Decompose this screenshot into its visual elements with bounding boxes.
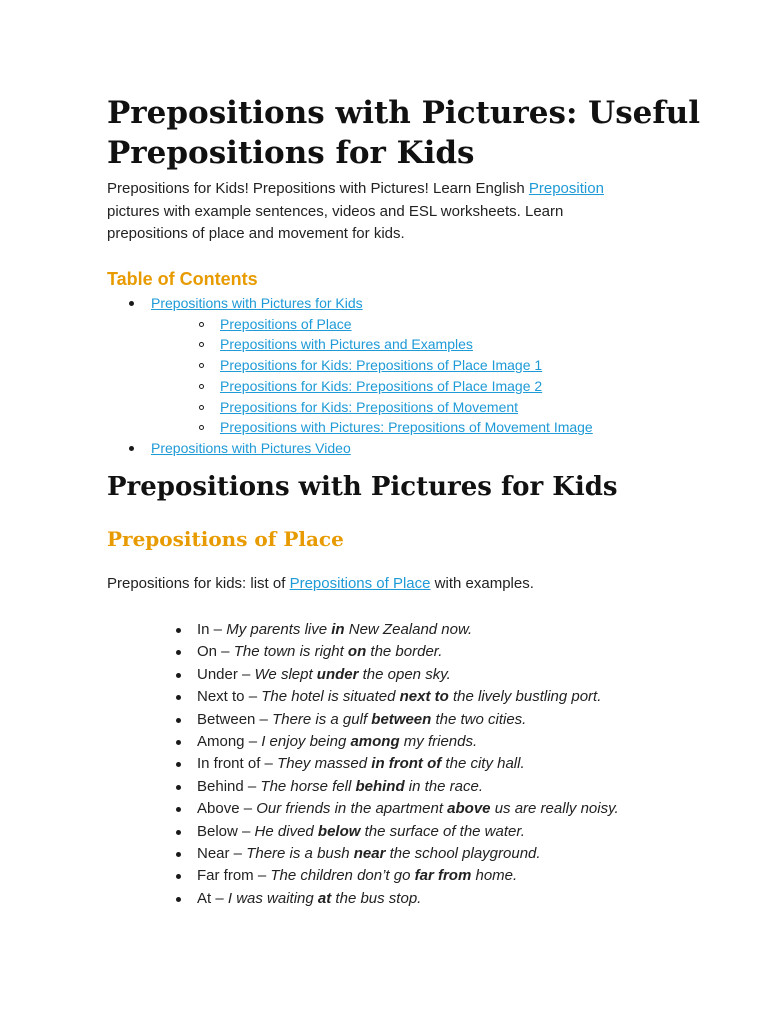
circle-bullet-icon — [199, 363, 204, 368]
example-sentence — [255, 666, 451, 683]
list-item: At – I was waiting at the bus stop. — [107, 888, 747, 910]
prepositions-of-place-link[interactable]: Prepositions of Place — [289, 575, 431, 592]
toc-subitem — [107, 397, 727, 418]
example-sentence — [272, 711, 526, 728]
example-before: The children don’t go — [270, 867, 415, 885]
list-item: Near – There is a bush near the school playground. — [107, 843, 747, 865]
example-after: the school playground. — [385, 845, 541, 863]
example-before: My parents live — [226, 621, 332, 638]
bullet-icon — [176, 695, 181, 700]
example-before: The hotel is situated — [261, 688, 400, 706]
example-sentence — [270, 867, 517, 884]
table-of-contents — [107, 293, 727, 459]
toc-subitem — [107, 355, 727, 376]
example-keyword: far from — [414, 867, 472, 885]
toc-item — [107, 438, 727, 459]
toc-link-prepositions-of-movement[interactable]: Prepositions for Kids: Prepositions of Movement — [220, 398, 519, 415]
list-item: Under – We slept under the open sky. — [107, 664, 747, 686]
example-after: the lively bustling port. — [448, 688, 602, 706]
bullet-icon — [176, 740, 181, 745]
bullet-icon — [129, 301, 134, 306]
example-keyword: above — [447, 800, 491, 818]
example-before: The town is right — [233, 643, 348, 661]
example-after: us are really noisy. — [490, 800, 619, 818]
example-after: the two cities. — [431, 710, 527, 728]
list-item: Next to – The hotel is situated next to the lively bustling port. — [107, 686, 747, 708]
example-sentence — [246, 845, 540, 862]
bullet-icon — [176, 852, 181, 857]
bullet-icon — [176, 807, 181, 812]
bullet-icon — [176, 650, 181, 655]
preposition-term: Between — [197, 710, 256, 728]
preposition-term: In — [197, 621, 210, 638]
circle-bullet-icon — [199, 425, 204, 430]
preposition-term: Near — [197, 845, 230, 863]
paragraph-text-start: Prepositions for kids: list of — [107, 575, 290, 592]
bullet-icon — [176, 830, 181, 835]
prepositions-list — [107, 619, 747, 910]
example-before: There is a gulf — [272, 710, 372, 728]
list-item: Above – Our friends in the apartment above us are really noisy. — [107, 798, 747, 820]
example-after: home. — [471, 867, 518, 885]
example-keyword: in front of — [371, 755, 442, 773]
toc-link-prepositions-with-pictures-for-kids[interactable]: Prepositions with Pictures for Kids — [151, 295, 363, 311]
example-sentence — [226, 621, 472, 638]
place-intro-paragraph — [107, 575, 534, 592]
example-keyword: next to — [399, 688, 449, 706]
example-sentence — [260, 778, 483, 795]
list-item: Behind – The horse fell behind in the race. — [107, 776, 747, 798]
preposition-term: Next to — [197, 688, 245, 706]
list-item: In – My parents live in New Zealand now. — [107, 619, 747, 641]
example-sentence — [277, 755, 525, 772]
bullet-icon — [176, 762, 181, 767]
circle-bullet-icon — [199, 384, 204, 389]
example-before: I enjoy being — [261, 733, 351, 751]
list-item: Among – I enjoy being among my friends. — [107, 731, 747, 753]
preposition-term: Behind — [197, 777, 244, 795]
example-before: There is a bush — [246, 845, 354, 863]
preposition-term: In front of — [197, 755, 261, 773]
toc-link-movement-image[interactable]: Prepositions with Pictures: Prepositions of Movement Image — [220, 419, 593, 436]
toc-link-place-image-2[interactable]: Prepositions for Kids: Prepositions of Place Image 2 — [220, 377, 543, 394]
preposition-term: On — [197, 643, 218, 661]
example-keyword: among — [350, 733, 400, 751]
example-sentence — [261, 688, 601, 705]
intro-text-start: Prepositions for Kids! Prepositions with Pictures! Learn English — [107, 180, 529, 197]
example-keyword: behind — [355, 777, 405, 795]
toc-subitem — [107, 376, 727, 397]
example-keyword: on — [347, 643, 367, 661]
preposition-term: Below — [197, 822, 238, 840]
toc-item — [107, 293, 727, 314]
list-item: Between – There is a gulf between the two cities. — [107, 709, 747, 731]
subsection-heading: Prepositions of Place — [107, 527, 344, 551]
toc-heading: Table of Contents — [107, 269, 258, 289]
toc-link-pictures-video[interactable]: Prepositions with Pictures Video — [151, 439, 351, 456]
bullet-icon — [129, 446, 134, 451]
page-title: Prepositions with Pictures: Useful Prepositions for Kids — [107, 95, 701, 171]
preposition-term: Far from — [197, 867, 254, 885]
example-sentence — [256, 800, 618, 817]
example-after: the border. — [366, 643, 443, 661]
bullet-icon — [176, 628, 181, 633]
preposition-term: Under — [197, 665, 238, 683]
intro-text-end: pictures with example sentences, videos and ESL worksheets. Learn prepositions of place and movement for kids. — [107, 202, 564, 242]
toc-subitem — [107, 334, 727, 355]
example-before: The horse fell — [260, 777, 356, 795]
list-item: Below – He dived below the surface of the water. — [107, 821, 747, 843]
preposition-term: Among — [197, 733, 245, 751]
bullet-icon — [176, 718, 181, 723]
bullet-icon — [176, 673, 181, 678]
example-after: the bus stop. — [331, 889, 422, 907]
toc-link-place-image-1[interactable]: Prepositions for Kids: Prepositions of Place Image 1 — [220, 357, 543, 374]
example-keyword: in — [331, 621, 345, 638]
list-item: In front of – They massed in front of the city hall. — [107, 753, 747, 775]
example-after: the surface of the water. — [360, 822, 525, 840]
circle-bullet-icon — [199, 405, 204, 410]
toc-link-pictures-and-examples[interactable]: Prepositions with Pictures and Examples — [220, 336, 473, 353]
list-item: On – The town is right on the border. — [107, 641, 747, 663]
example-keyword: at — [317, 889, 332, 907]
example-after: the open sky. — [358, 665, 451, 683]
preposition-term: Above — [197, 800, 240, 818]
paragraph-text-end: with examples. — [430, 575, 534, 592]
example-after: my friends. — [399, 733, 478, 751]
example-before: Our friends in the apartment — [256, 800, 448, 818]
toc-link-prepositions-of-place[interactable]: Prepositions of Place — [220, 315, 352, 332]
intro-paragraph — [107, 178, 607, 246]
toc-subitem — [107, 314, 727, 335]
example-before: We slept — [254, 665, 317, 683]
example-keyword: under — [316, 665, 359, 683]
preposition-term: At — [197, 889, 212, 907]
list-item: Far from – The children don’t go far from home. — [107, 865, 747, 887]
bullet-icon — [176, 785, 181, 790]
section-heading: Prepositions with Pictures for Kids — [107, 472, 618, 502]
circle-bullet-icon — [199, 322, 204, 327]
example-sentence — [261, 733, 477, 750]
circle-bullet-icon — [199, 342, 204, 347]
example-before: They massed — [277, 755, 372, 773]
example-keyword: between — [371, 710, 432, 728]
example-before: I was waiting — [227, 889, 318, 907]
example-after: in the race. — [404, 777, 484, 795]
example-after: New Zealand now. — [344, 621, 473, 638]
example-keyword: below — [317, 822, 361, 840]
preposition-link[interactable]: Preposition — [528, 180, 604, 197]
example-sentence — [234, 643, 443, 660]
example-before: He dived — [254, 822, 318, 840]
example-after: the city hall. — [441, 755, 525, 773]
bullet-icon — [176, 897, 181, 902]
example-sentence — [255, 823, 525, 840]
example-keyword: near — [353, 845, 386, 863]
toc-subitem — [107, 417, 727, 438]
example-sentence — [228, 890, 421, 907]
bullet-icon — [176, 874, 181, 879]
